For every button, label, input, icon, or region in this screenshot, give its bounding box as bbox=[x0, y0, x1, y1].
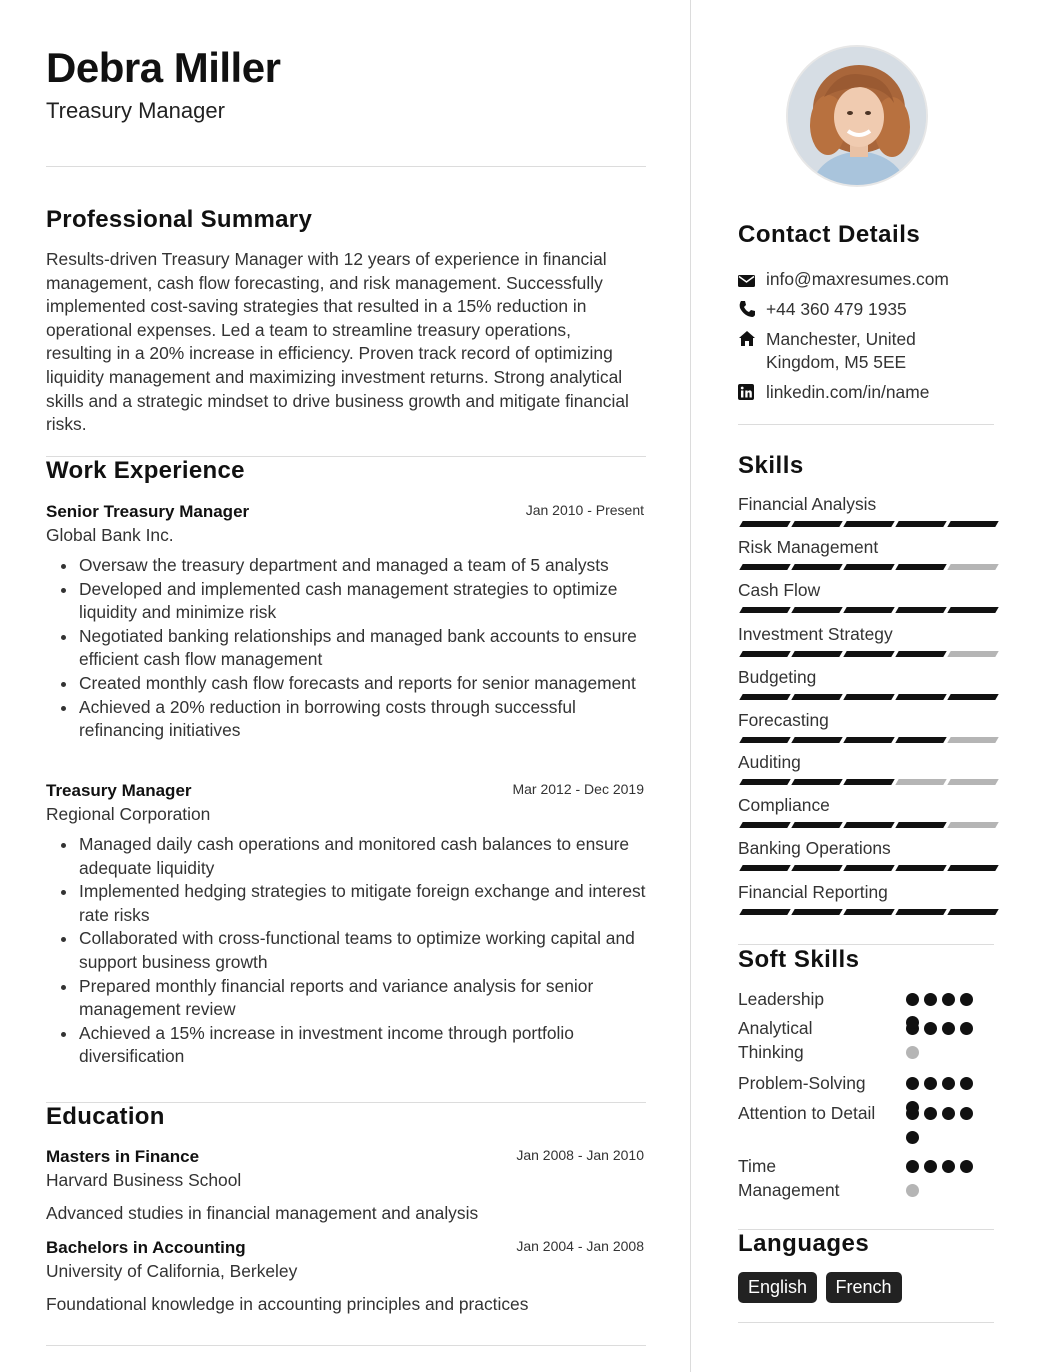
skill-level-segment bbox=[947, 607, 998, 613]
skill-level-segment bbox=[739, 909, 790, 915]
skill-level-segment bbox=[791, 694, 842, 700]
bullet-item: Created monthly cash flow forecasts and reports for senior management bbox=[46, 672, 646, 696]
bullet-item: Negotiated banking relationships and managed bank accounts to ensure efficient cash flow management bbox=[46, 625, 646, 672]
rating-dot bbox=[960, 1077, 973, 1090]
skill-level-segment bbox=[895, 737, 946, 743]
skill-level-segment bbox=[739, 737, 790, 743]
avatar-image bbox=[788, 47, 928, 187]
rating-dot bbox=[906, 1184, 919, 1197]
skill-name: Risk Management bbox=[738, 537, 879, 557]
skill-level-segment bbox=[947, 737, 998, 743]
skill-level-segment bbox=[739, 779, 790, 785]
skill-level-segment bbox=[739, 865, 790, 871]
rating-dot bbox=[960, 993, 973, 1006]
school: Harvard Business School bbox=[46, 1170, 242, 1190]
skill-level-segment bbox=[739, 521, 790, 527]
linkedin-link[interactable]: linkedin.com/in/name bbox=[766, 382, 930, 402]
skill-name: Auditing bbox=[738, 752, 801, 772]
skill-level-segment bbox=[947, 779, 998, 785]
skill-level-segment bbox=[739, 607, 790, 613]
skill-level-segment bbox=[791, 909, 842, 915]
bullet-item: Collaborated with cross-functional teams to optimize working capital and support business growth bbox=[46, 927, 646, 974]
rating-dot bbox=[906, 1046, 919, 1059]
soft-skill-rating bbox=[906, 1022, 996, 1034]
skill-level-segment bbox=[895, 564, 946, 570]
rating-dot bbox=[942, 1160, 955, 1173]
bullet-item: Oversaw the treasury department and managed a team of 5 analysts bbox=[46, 554, 646, 578]
skill-level-bar bbox=[738, 779, 994, 785]
envelope-icon bbox=[738, 272, 756, 290]
summary-text: Results-driven Treasury Manager with 12 years of experience in financial management, cash flow forecasting, and risk management. Successfully implemented cost-saving strategies that resulted in a 15% reduction in operational expenses. Led a team to streamline treasury operations, resulting in a 20% increase in efficiency. Proven track record of optimizing liquidity management and maximizing investment returns. Strong analytical skills and a strategic mindset to drive business growth and mitigate financial risks. bbox=[46, 249, 629, 435]
divider bbox=[738, 944, 994, 945]
skill-name: Budgeting bbox=[738, 667, 817, 687]
skill-level-segment bbox=[843, 694, 894, 700]
skill-level-bar bbox=[738, 909, 994, 915]
skill-item bbox=[738, 580, 994, 601]
divider bbox=[46, 166, 646, 167]
skill-level-segment bbox=[947, 909, 998, 915]
job-dates: Mar 2012 - Dec 2019 bbox=[512, 781, 644, 797]
skill-level-segment bbox=[791, 822, 842, 828]
email-link[interactable]: info@maxresumes.com bbox=[766, 269, 949, 289]
language-tag: English bbox=[738, 1272, 817, 1303]
rating-dot bbox=[924, 1077, 937, 1090]
skill-name: Forecasting bbox=[738, 710, 829, 730]
skill-item bbox=[738, 710, 994, 731]
rating-dot bbox=[906, 1077, 919, 1090]
skill-level-segment bbox=[791, 779, 842, 785]
skill-level-segment bbox=[843, 779, 894, 785]
skill-level-segment bbox=[947, 865, 998, 871]
soft-skill-name: Leadership bbox=[738, 989, 825, 1009]
linkedin-icon bbox=[738, 384, 756, 402]
skill-item bbox=[738, 838, 994, 859]
phone-icon bbox=[738, 300, 756, 318]
skill-item bbox=[738, 752, 994, 773]
job-org: Global Bank Inc. bbox=[46, 525, 174, 545]
skill-level-bar bbox=[738, 521, 994, 527]
skill-name: Financial Analysis bbox=[738, 494, 877, 514]
bullet-item: Managed daily cash operations and monitored cash balances to ensure adequate liquidity bbox=[46, 833, 646, 880]
soft-skill-name: Analytical Thinking bbox=[738, 1018, 813, 1062]
contact-heading: Contact Details bbox=[738, 221, 921, 248]
soft-skill-rating bbox=[906, 1107, 996, 1119]
soft-skill-name: Problem-Solving bbox=[738, 1073, 866, 1093]
skill-level-segment bbox=[791, 521, 842, 527]
rating-dot bbox=[942, 1077, 955, 1090]
summary-heading: Professional Summary bbox=[46, 206, 313, 233]
skill-item bbox=[738, 494, 994, 515]
skill-name: Financial Reporting bbox=[738, 882, 888, 902]
job-entry bbox=[46, 502, 646, 743]
skill-level-bar bbox=[738, 607, 994, 613]
skill-level-segment bbox=[895, 909, 946, 915]
rating-dot bbox=[906, 1016, 919, 1029]
divider bbox=[46, 1345, 646, 1346]
skill-level-segment bbox=[843, 909, 894, 915]
skill-level-segment bbox=[895, 779, 946, 785]
divider bbox=[738, 424, 994, 425]
phone-number[interactable]: +44 360 479 1935 bbox=[766, 299, 907, 319]
rating-dot bbox=[924, 1160, 937, 1173]
experience-heading: Work Experience bbox=[46, 457, 245, 484]
skill-level-segment bbox=[947, 651, 998, 657]
skill-level-segment bbox=[739, 564, 790, 570]
skill-level-segment bbox=[895, 651, 946, 657]
education-dates: Jan 2004 - Jan 2008 bbox=[516, 1238, 644, 1254]
job-dates: Jan 2010 - Present bbox=[525, 502, 644, 518]
degree: Masters in Finance bbox=[46, 1147, 200, 1166]
skill-level-bar bbox=[738, 694, 994, 700]
skill-level-segment bbox=[947, 564, 998, 570]
bullet-item: Developed and implemented cash management strategies to optimize liquidity and minimize risk bbox=[46, 578, 646, 625]
skill-level-segment bbox=[791, 564, 842, 570]
skill-level-segment bbox=[739, 694, 790, 700]
skill-level-segment bbox=[843, 865, 894, 871]
skill-level-segment bbox=[947, 822, 998, 828]
skill-level-segment bbox=[843, 822, 894, 828]
skill-item bbox=[738, 667, 994, 688]
skill-level-segment bbox=[947, 521, 998, 527]
skill-level-segment bbox=[895, 865, 946, 871]
skill-level-segment bbox=[791, 737, 842, 743]
skill-name: Banking Operations bbox=[738, 838, 891, 858]
skill-item bbox=[738, 537, 994, 558]
skill-level-bar bbox=[738, 865, 994, 871]
rating-dot bbox=[942, 1107, 955, 1120]
column-divider bbox=[690, 0, 691, 1372]
skill-name: Cash Flow bbox=[738, 580, 821, 600]
rating-dot bbox=[942, 1022, 955, 1035]
skill-level-segment bbox=[895, 822, 946, 828]
home-icon bbox=[738, 330, 756, 348]
job-title: Treasury Manager bbox=[46, 781, 192, 800]
skill-level-segment bbox=[843, 651, 894, 657]
rating-dot bbox=[960, 1160, 973, 1173]
job-title: Senior Treasury Manager bbox=[46, 502, 250, 521]
soft-skill-rating bbox=[906, 1160, 996, 1172]
skill-level-segment bbox=[843, 607, 894, 613]
rating-dot bbox=[906, 1131, 919, 1144]
bullet-item: Prepared monthly financial reports and variance analysis for senior management review bbox=[46, 975, 646, 1022]
skill-item bbox=[738, 795, 994, 816]
job-org: Regional Corporation bbox=[46, 804, 211, 824]
skill-item bbox=[738, 624, 994, 645]
candidate-name: Debra Miller bbox=[46, 44, 281, 91]
skill-name: Compliance bbox=[738, 795, 830, 815]
education-heading: Education bbox=[46, 1103, 165, 1130]
skill-level-segment bbox=[895, 607, 946, 613]
skill-level-bar bbox=[738, 564, 994, 570]
soft-skill-rating bbox=[906, 993, 996, 1005]
skills-heading: Skills bbox=[738, 452, 804, 479]
skill-level-bar bbox=[738, 651, 994, 657]
skill-level-segment bbox=[791, 607, 842, 613]
skill-level-segment bbox=[843, 564, 894, 570]
skill-level-segment bbox=[895, 694, 946, 700]
candidate-title: Treasury Manager bbox=[46, 98, 225, 123]
divider bbox=[738, 1322, 994, 1323]
skill-item bbox=[738, 882, 994, 903]
rating-dot bbox=[906, 993, 919, 1006]
skill-level-bar bbox=[738, 737, 994, 743]
rating-dot bbox=[960, 1107, 973, 1120]
skill-level-segment bbox=[739, 822, 790, 828]
rating-dot bbox=[960, 1022, 973, 1035]
bullet-item: Achieved a 20% reduction in borrowing costs through successful refinancing initiatives bbox=[46, 696, 646, 743]
soft-skills-heading: Soft Skills bbox=[738, 946, 860, 973]
soft-skill-name: Attention to Detail bbox=[738, 1103, 876, 1123]
rating-dot bbox=[906, 1160, 919, 1173]
job-bullets bbox=[46, 833, 646, 1069]
job-entry bbox=[46, 781, 646, 1069]
education-entry bbox=[46, 1238, 646, 1315]
skill-level-segment bbox=[739, 651, 790, 657]
skill-level-segment bbox=[791, 651, 842, 657]
rating-dot bbox=[924, 993, 937, 1006]
education-description: Advanced studies in financial management and analysis bbox=[46, 1203, 479, 1223]
bullet-item: Achieved a 15% increase in investment income through portfolio diversification bbox=[46, 1022, 646, 1069]
degree: Bachelors in Accounting bbox=[46, 1238, 246, 1257]
education-dates: Jan 2008 - Jan 2010 bbox=[516, 1147, 644, 1163]
soft-skill-rating bbox=[906, 1077, 996, 1089]
rating-dot bbox=[924, 1022, 937, 1035]
skill-level-segment bbox=[843, 737, 894, 743]
address-text: Manchester, United Kingdom, M5 5EE bbox=[766, 329, 916, 372]
rating-dot bbox=[942, 993, 955, 1006]
school: University of California, Berkeley bbox=[46, 1261, 298, 1281]
skill-level-segment bbox=[947, 694, 998, 700]
skill-name: Investment Strategy bbox=[738, 624, 893, 644]
rating-dot bbox=[924, 1107, 937, 1120]
skill-level-segment bbox=[895, 521, 946, 527]
language-tag: French bbox=[826, 1272, 902, 1303]
avatar bbox=[786, 45, 928, 187]
job-bullets bbox=[46, 554, 646, 743]
skill-level-bar bbox=[738, 822, 994, 828]
languages-heading: Languages bbox=[738, 1230, 870, 1257]
languages-list bbox=[738, 1272, 906, 1303]
bullet-item: Implemented hedging strategies to mitigate foreign exchange and interest rate risks bbox=[46, 880, 646, 927]
skill-level-segment bbox=[791, 865, 842, 871]
education-description: Foundational knowledge in accounting principles and practices bbox=[46, 1294, 529, 1314]
education-entry bbox=[46, 1147, 646, 1224]
rating-dot bbox=[906, 1101, 919, 1114]
soft-skill-name: Time Management bbox=[738, 1156, 840, 1200]
skill-level-segment bbox=[843, 521, 894, 527]
